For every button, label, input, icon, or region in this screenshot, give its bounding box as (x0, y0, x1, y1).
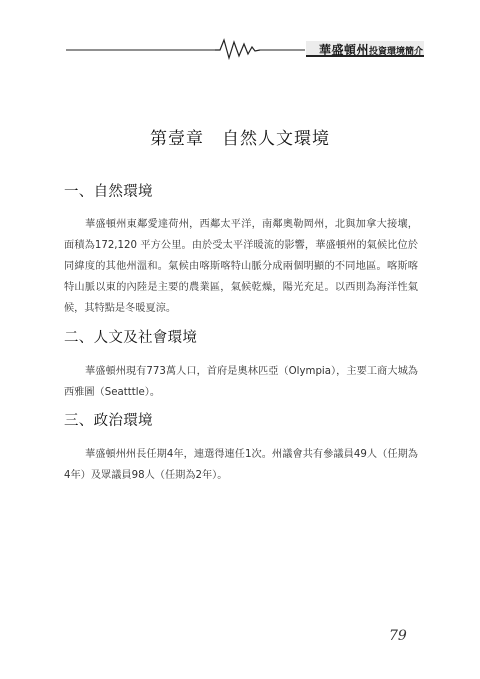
section-paragraph-natural: 華盛頓州東鄰愛達荷州，西鄰太平洋，南鄰奧勒岡州，北與加拿大接壤，面積為172,120 平方公里。由於受太平洋暖流的影響，華盛頓州的氣候比位於同緯度的其他州溫和。氣候由喀斯喀特山脈分成兩個明顯的不同地區。喀斯喀特山脈以東的內陸是主要的農業區，氣候乾燥，陽光充足。以西則為海洋性氣候，其特點是冬暖夏涼。 (64, 219, 418, 314)
chapter-title: 第壹章 自然人文環境 (150, 129, 330, 149)
heartbeat-wave-icon (215, 40, 260, 58)
page-number: 79 (389, 628, 407, 644)
section-paragraph-political: 華盛頓州州長任期4年，連選得連任1次。州議會共有參議員49人（任期為4年）及眾議員98人（任期為2年）。 (64, 449, 418, 481)
header-title-main: 華盛頓州 (318, 43, 369, 57)
section-heading-natural: 一、自然環境 (64, 184, 153, 200)
section-heading-political: 三、政治環境 (64, 413, 153, 429)
page-header (0, 0, 480, 62)
header-title (319, 41, 423, 56)
section-paragraph-social: 華盛頓州現有773萬人口，首府是奧林匹亞（Olympia），主要工商大城為西雅圖（Seatttle）。 (64, 366, 418, 398)
section-heading-social: 二、人文及社會環境 (64, 330, 198, 346)
header-title-sub: 投資環境簡介 (368, 47, 423, 57)
